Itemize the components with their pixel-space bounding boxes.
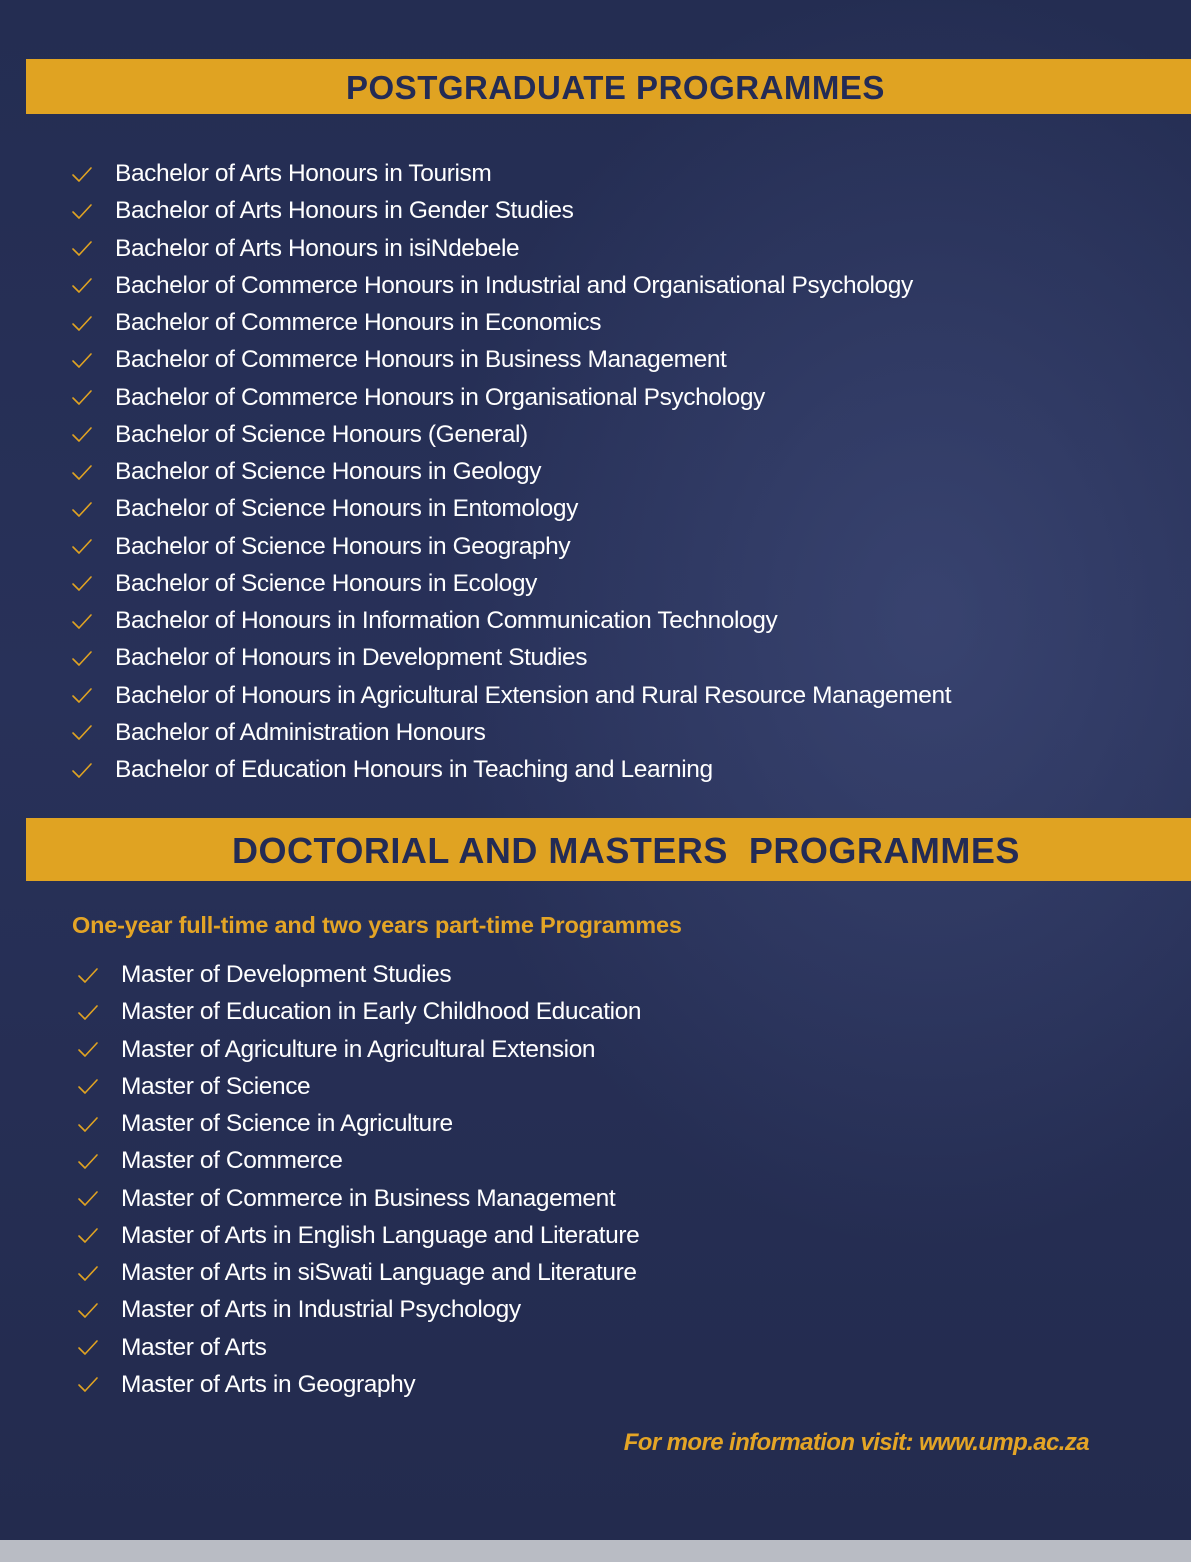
list-item: [76, 1142, 641, 1179]
list-item: [76, 1329, 641, 1366]
check-icon: [76, 1002, 100, 1022]
check-icon: [76, 1188, 100, 1208]
check-icon: [70, 238, 94, 258]
list-item: [70, 416, 951, 453]
list-item-label: Bachelor of Science Honours in Geology: [115, 458, 542, 486]
list-item-label: Master of Agriculture in Agricultural Extension: [121, 1035, 596, 1063]
check-icon: [70, 573, 94, 593]
bottom-strip: [0, 1540, 1191, 1562]
list-item: [76, 1031, 641, 1068]
check-icon: [76, 1151, 100, 1171]
list-item: [76, 1180, 641, 1217]
list-item: [70, 528, 951, 565]
list-item: [70, 565, 951, 602]
check-icon: [70, 648, 94, 668]
list-item-label: Bachelor of Honours in Development Studies: [115, 644, 588, 672]
list-item-label: Master of Commerce in Business Management: [121, 1184, 616, 1212]
masters-list: [76, 956, 641, 1403]
masters-banner: [26, 818, 1191, 881]
list-item: [76, 1105, 641, 1142]
check-icon: [70, 424, 94, 444]
list-item: [76, 956, 641, 993]
list-item: [76, 993, 641, 1030]
list-item-label: Master of Education in Early Childhood Education: [121, 998, 642, 1026]
list-item-label: Bachelor of Commerce Honours in Organisational Psychology: [115, 383, 765, 411]
list-item-label: Bachelor of Administration Honours: [115, 718, 486, 746]
check-icon: [76, 1374, 100, 1394]
check-icon: [70, 611, 94, 631]
check-icon: [70, 201, 94, 221]
list-item-label: Bachelor of Arts Honours in isiNdebele: [115, 234, 520, 262]
check-icon: [70, 722, 94, 742]
list-item-label: Bachelor of Honours in Information Communication Technology: [115, 607, 778, 635]
list-item: [70, 230, 951, 267]
list-item-label: Bachelor of Science Honours in Geography: [115, 532, 571, 560]
list-item: [70, 453, 951, 490]
list-item-label: Master of Arts in English Language and Literature: [121, 1221, 640, 1249]
list-item: [70, 267, 951, 304]
postgraduate-list: [70, 155, 951, 788]
check-icon: [76, 965, 100, 985]
check-icon: [76, 1039, 100, 1059]
check-icon: [70, 462, 94, 482]
list-item-label: Bachelor of Arts Honours in Gender Studies: [115, 197, 574, 225]
list-item: [76, 1068, 641, 1105]
list-item: [76, 1366, 641, 1403]
check-icon: [70, 536, 94, 556]
masters-subheading: One-year full-time and two years part-time Programmes: [72, 912, 682, 938]
list-item: [70, 490, 951, 527]
list-item-label: Bachelor of Arts Honours in Tourism: [115, 160, 492, 188]
list-item-label: Master of Commerce: [121, 1147, 343, 1175]
list-item-label: Master of Arts in siSwati Language and Literature: [121, 1259, 637, 1287]
list-item: [70, 192, 951, 229]
check-icon: [70, 350, 94, 370]
check-icon: [70, 313, 94, 333]
check-icon: [76, 1263, 100, 1283]
list-item-label: Bachelor of Honours in Agricultural Extension and Rural Resource Management: [115, 681, 952, 709]
check-icon: [70, 164, 94, 184]
list-item-label: Bachelor of Science Honours (General): [115, 420, 528, 448]
list-item: [70, 602, 951, 639]
list-item-label: Master of Science: [121, 1072, 311, 1100]
postgraduate-title: POSTGRADUATE PROGRAMMES: [346, 69, 885, 106]
list-item-label: Bachelor of Commerce Honours in Business Management: [115, 346, 727, 374]
postgraduate-banner: [26, 59, 1191, 114]
list-item-label: Master of Arts: [121, 1333, 267, 1361]
check-icon: [76, 1337, 100, 1357]
check-icon: [70, 275, 94, 295]
check-icon: [76, 1300, 100, 1320]
list-item: [70, 677, 951, 714]
list-item-label: Bachelor of Science Honours in Entomology: [115, 495, 578, 523]
list-item-label: Master of Arts in Geography: [121, 1370, 416, 1398]
list-item: [70, 341, 951, 378]
list-item: [70, 639, 951, 676]
check-icon: [70, 685, 94, 705]
footer-info-link[interactable]: For more information visit: www.ump.ac.za: [623, 1429, 1089, 1456]
list-item-label: Bachelor of Commerce Honours in Economics: [115, 309, 602, 337]
list-item: [76, 1217, 641, 1254]
list-item-label: Bachelor of Commerce Honours in Industrial and Organisational Psychology: [115, 271, 913, 299]
list-item: [70, 751, 951, 788]
check-icon: [76, 1225, 100, 1245]
list-item: [70, 304, 951, 341]
list-item-label: Bachelor of Science Honours in Ecology: [115, 569, 537, 597]
check-icon: [70, 760, 94, 780]
list-item: [76, 1254, 641, 1291]
list-item: [76, 1291, 641, 1328]
list-item: [70, 379, 951, 416]
masters-title: DOCTORIAL AND MASTERS PROGRAMMES: [232, 830, 1020, 871]
check-icon: [70, 499, 94, 519]
list-item-label: Master of Science in Agriculture: [121, 1110, 453, 1138]
list-item-label: Master of Arts in Industrial Psychology: [121, 1296, 521, 1324]
list-item-label: Master of Development Studies: [121, 961, 452, 989]
list-item-label: Bachelor of Education Honours in Teaching and Learning: [115, 756, 713, 784]
list-item: [70, 714, 951, 751]
check-icon: [76, 1114, 100, 1134]
check-icon: [70, 387, 94, 407]
check-icon: [76, 1076, 100, 1096]
list-item: [70, 155, 951, 192]
